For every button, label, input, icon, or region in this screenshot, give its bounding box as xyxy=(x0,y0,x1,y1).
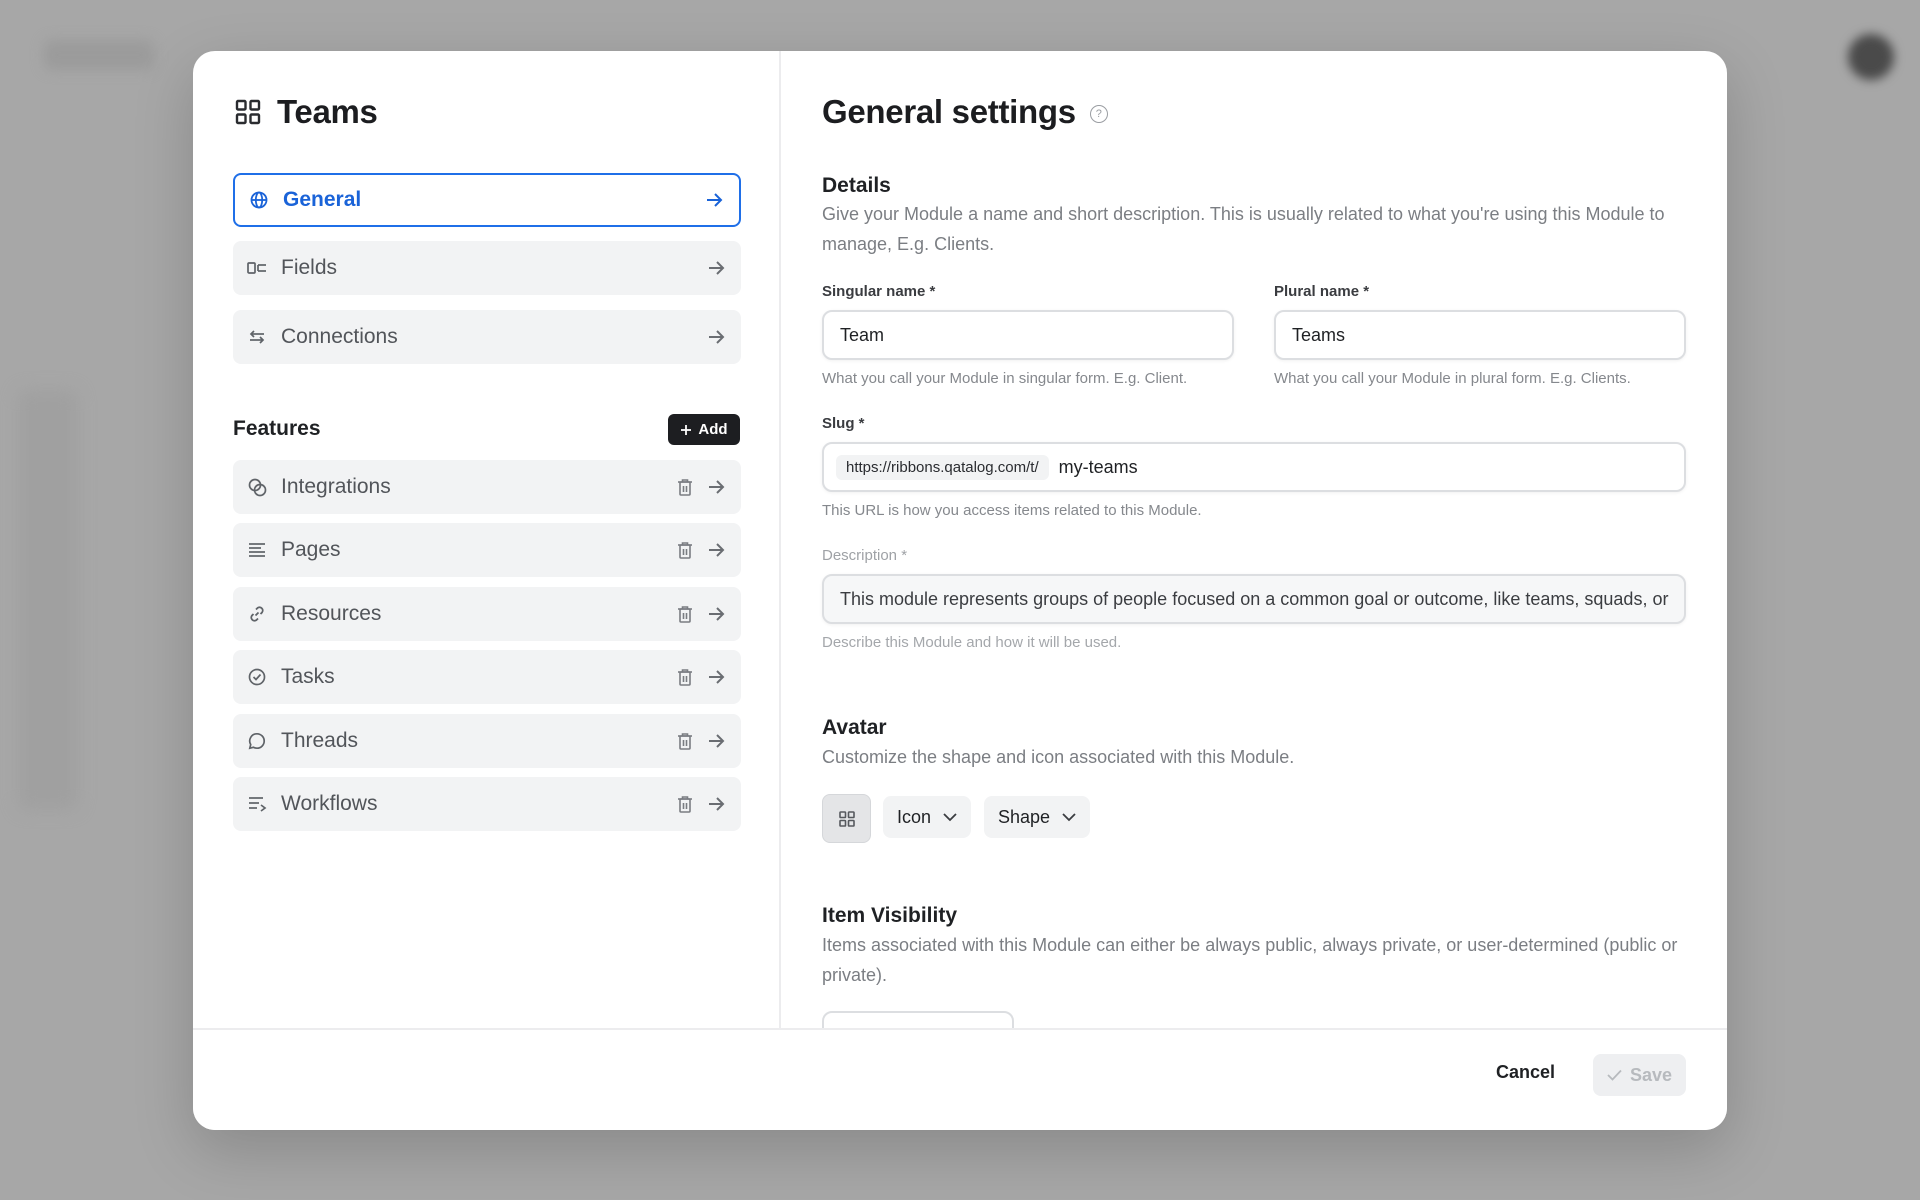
fields-icon xyxy=(247,258,267,278)
integrations-icon xyxy=(247,477,267,497)
shape-dropdown-label: Shape xyxy=(998,806,1051,827)
arrow-right-icon xyxy=(705,329,727,345)
singular-name-label: Singular name * xyxy=(822,283,936,300)
nav-item-connections[interactable] xyxy=(233,310,741,364)
pages-icon xyxy=(247,540,267,560)
page-title: General settings xyxy=(822,93,1076,130)
arrow-right-icon xyxy=(705,669,727,685)
module-header xyxy=(235,93,378,131)
add-feature-label: Add xyxy=(698,421,728,438)
arrow-right-icon xyxy=(705,542,727,558)
plus-icon xyxy=(680,424,692,436)
feature-item-label: Threads xyxy=(281,729,359,752)
feature-item-workflows[interactable] xyxy=(233,777,741,831)
module-settings-modal xyxy=(193,51,1727,1130)
nav-item-label: Fields xyxy=(281,256,338,279)
plural-name-label: Plural name * xyxy=(1274,283,1370,300)
plural-name-input[interactable] xyxy=(1274,310,1686,360)
chat-bubble-icon xyxy=(247,731,267,751)
chevron-down-icon xyxy=(943,813,957,822)
arrow-right-icon xyxy=(705,479,727,495)
arrow-right-icon xyxy=(705,733,727,749)
details-description: Give your Module a name and short description. This is usually related to what you're using this Module to manage, E.g. Clients. xyxy=(822,204,1665,254)
description-help: Describe this Module and how it will be used. xyxy=(822,634,1122,651)
description-label: Description * xyxy=(822,547,908,564)
save-button[interactable] xyxy=(1593,1054,1686,1096)
arrow-right-icon xyxy=(705,606,727,622)
nav-item-label: Connections xyxy=(281,325,398,348)
singular-name-value: Team xyxy=(840,324,885,345)
features-heading: Features xyxy=(233,417,321,440)
background-sidebar xyxy=(18,390,78,810)
feature-item-label: Pages xyxy=(281,538,341,561)
singular-name-help: What you call your Module in singular form. E.g. Client. xyxy=(822,370,1188,387)
checkmark-icon xyxy=(1607,1069,1622,1081)
nav-item-label: General xyxy=(283,188,362,211)
chevron-down-icon xyxy=(1062,813,1076,822)
item-visibility-heading: Item Visibility xyxy=(822,904,957,927)
description-value: This module represents groups of people focused on a common goal or outcome, like teams, squads, or xyxy=(840,588,1669,609)
arrow-right-icon xyxy=(705,796,727,812)
slug-url-prefix: https://ribbons.qatalog.com/t/ xyxy=(836,455,1049,480)
modal-footer xyxy=(193,1028,1727,1130)
check-circle-icon xyxy=(247,667,267,687)
feature-item-tasks[interactable] xyxy=(233,650,741,704)
slug-help: This URL is how you access items related to this Module. xyxy=(822,502,1202,519)
add-feature-button[interactable] xyxy=(668,414,740,445)
grid-icon xyxy=(839,811,855,827)
shape-dropdown[interactable] xyxy=(984,796,1090,838)
icon-dropdown-label: Icon xyxy=(897,806,932,827)
module-nav-panel xyxy=(193,51,781,1028)
connections-icon xyxy=(247,327,267,347)
feature-item-label: Resources xyxy=(281,602,382,625)
slug-value: my-teams xyxy=(1058,456,1138,477)
feature-item-pages[interactable] xyxy=(233,523,741,577)
trash-icon[interactable] xyxy=(675,541,695,559)
singular-name-input[interactable] xyxy=(822,310,1234,360)
module-title: Teams xyxy=(277,93,378,130)
slug-label: Slug * xyxy=(822,415,865,432)
cancel-button[interactable]: Cancel xyxy=(1496,1062,1556,1082)
avatar-description: Customize the shape and icon associated with this Module. xyxy=(822,747,1295,767)
general-settings-panel xyxy=(781,51,1727,1028)
help-icon[interactable]: ? xyxy=(1090,105,1108,123)
avatar-preview-button[interactable] xyxy=(822,794,871,843)
visibility-select[interactable] xyxy=(822,1011,1014,1028)
background-user-avatar xyxy=(1848,34,1894,80)
feature-item-resources[interactable] xyxy=(233,587,741,641)
trash-icon[interactable] xyxy=(675,668,695,686)
slug-input[interactable] xyxy=(822,442,1686,492)
arrow-right-icon xyxy=(705,260,727,276)
trash-icon[interactable] xyxy=(675,732,695,750)
plural-name-value: Teams xyxy=(1292,324,1346,345)
globe-icon xyxy=(249,190,269,210)
item-visibility-description: Items associated with this Module can either be always public, always private, or user-determined (public or private). xyxy=(822,935,1678,985)
save-label: Save xyxy=(1629,1064,1673,1085)
feature-item-label: Integrations xyxy=(281,475,391,498)
feature-item-label: Workflows xyxy=(281,792,378,815)
grid-icon xyxy=(235,99,261,125)
settings-header xyxy=(822,93,1108,131)
details-heading: Details xyxy=(822,174,891,197)
arrow-right-icon xyxy=(703,192,725,208)
link-icon xyxy=(247,604,267,624)
feature-item-threads[interactable] xyxy=(233,714,741,768)
icon-dropdown[interactable] xyxy=(883,796,971,838)
workflows-icon xyxy=(247,794,267,814)
trash-icon[interactable] xyxy=(675,478,695,496)
trash-icon[interactable] xyxy=(675,605,695,623)
feature-item-integrations[interactable] xyxy=(233,460,741,514)
feature-item-label: Tasks xyxy=(281,665,335,688)
description-input[interactable] xyxy=(822,574,1686,624)
background-app-logo xyxy=(44,40,154,70)
nav-item-general[interactable] xyxy=(233,173,741,227)
nav-item-fields[interactable] xyxy=(233,241,741,295)
trash-icon[interactable] xyxy=(675,795,695,813)
plural-name-help: What you call your Module in plural form. E.g. Clients. xyxy=(1274,370,1631,387)
avatar-heading: Avatar xyxy=(822,716,887,739)
